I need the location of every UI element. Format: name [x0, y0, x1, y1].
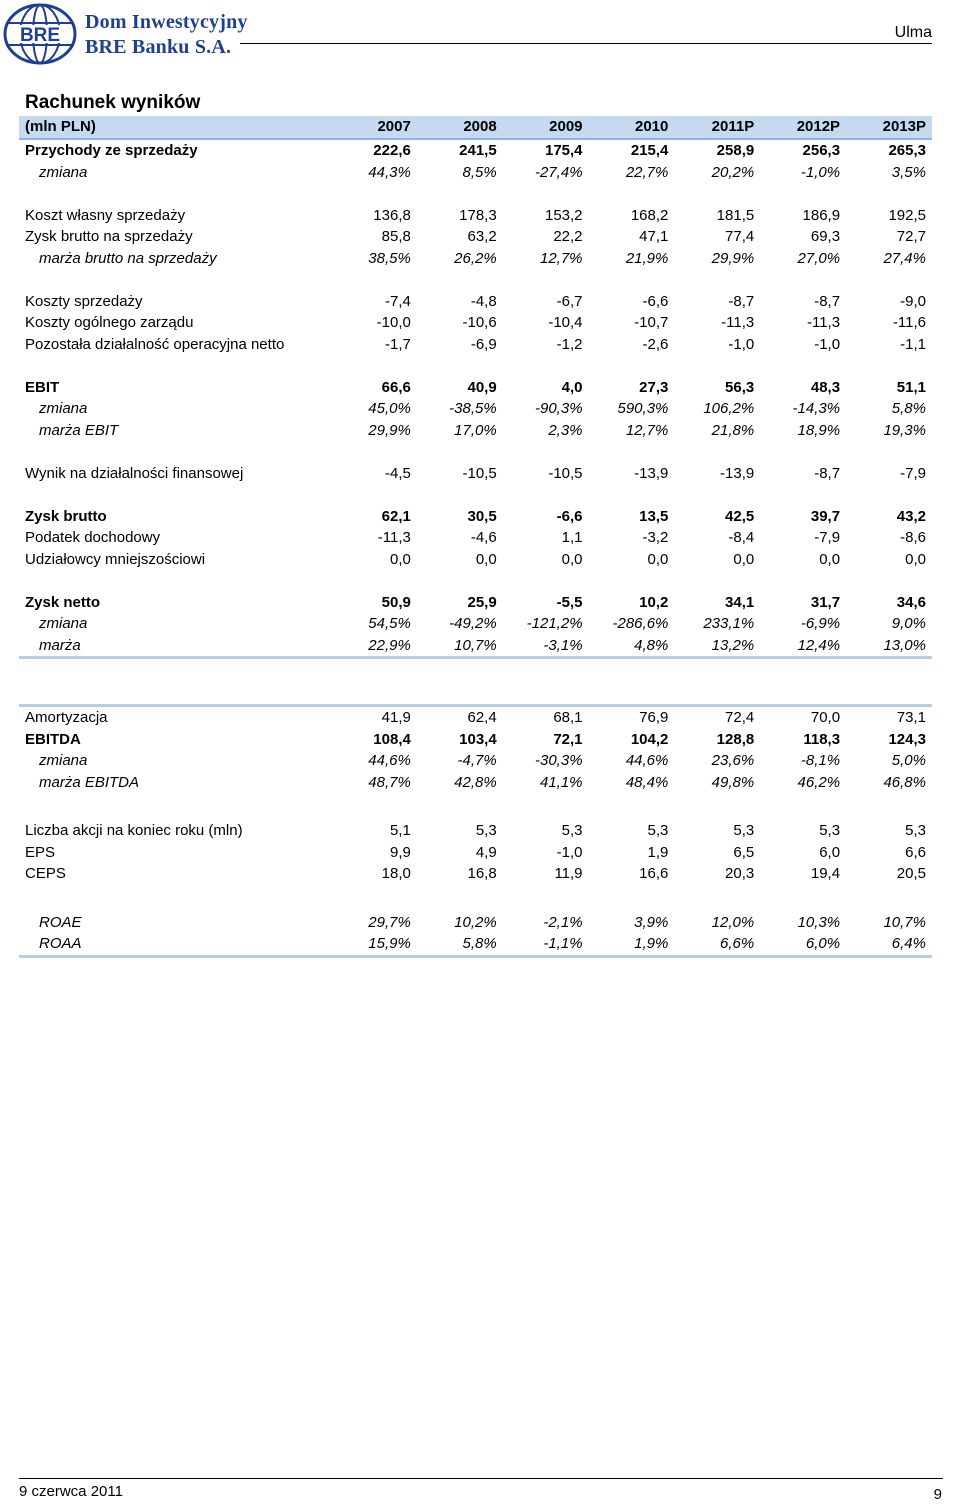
value-cell: -38,5% — [449, 400, 497, 417]
value-cell: 44,3% — [368, 163, 411, 181]
value-cell: -10,7 — [634, 314, 669, 331]
value-cell: 124,3 — [888, 730, 926, 748]
value-cell: 19,4 — [810, 865, 841, 882]
value-cell: -10,5 — [462, 464, 497, 482]
row-label: ROAE — [39, 913, 82, 931]
row-label: EPS — [25, 843, 56, 861]
year-header: 2013P — [846, 116, 932, 139]
value-cell: 9,9 — [389, 843, 411, 861]
table-row — [19, 291, 932, 313]
value-cell: 44,6% — [368, 752, 411, 769]
value-cell: 186,9 — [802, 206, 841, 224]
value-cell: 12,0% — [711, 913, 755, 931]
table-row — [19, 420, 932, 442]
row-label: marża EBITDA — [39, 773, 140, 791]
value-cell: 25,9 — [467, 593, 497, 611]
value-cell: -5,5 — [556, 593, 583, 611]
value-cell: 49,8% — [711, 773, 755, 791]
year-header: 2012P — [760, 116, 846, 139]
value-cell: 12,7% — [539, 249, 583, 267]
value-cell: 18,9% — [797, 421, 841, 439]
value-cell: -6,6 — [642, 292, 669, 310]
value-cell: 42,8% — [454, 773, 497, 791]
value-cell: 46,8% — [883, 773, 926, 791]
value-cell: -1,7 — [384, 335, 411, 353]
value-cell: 17,0% — [454, 421, 497, 439]
value-cell: -30,3% — [535, 752, 583, 769]
value-cell: 45,0% — [368, 400, 411, 417]
header-divider — [240, 43, 932, 44]
value-cell: 0,0 — [389, 550, 411, 568]
table-row — [19, 463, 932, 485]
value-cell: -6,7 — [556, 292, 583, 310]
footer-divider — [19, 1478, 943, 1479]
section-title: Rachunek wyników — [25, 92, 201, 113]
value-cell: 178,3 — [459, 206, 497, 224]
value-cell: 128,8 — [716, 730, 755, 748]
value-cell: -1,0 — [556, 843, 583, 861]
value-cell: 5,0% — [891, 752, 926, 769]
value-cell: 0,0 — [733, 550, 755, 568]
value-cell: 5,3 — [905, 822, 926, 839]
value-cell: 3,9% — [634, 913, 669, 931]
value-cell: 73,1 — [846, 706, 932, 729]
value-cell: -8,7 — [814, 292, 841, 310]
value-cell: 1,9% — [589, 933, 675, 956]
value-cell: 10,2% — [454, 913, 497, 931]
row-label: Zysk brutto na sprzedaży — [25, 228, 193, 245]
value-cell: 22,7% — [625, 163, 669, 181]
value-cell: -7,4 — [384, 292, 411, 310]
value-cell: 192,5 — [888, 206, 926, 224]
value-cell: 4,8% — [589, 635, 675, 658]
table-row — [19, 729, 932, 751]
value-cell: 10,7% — [417, 635, 503, 658]
row-label: Podatek dochodowy — [25, 529, 161, 546]
value-cell: 46,2% — [797, 773, 841, 791]
table-row — [19, 312, 932, 334]
value-cell: 106,2% — [703, 400, 755, 417]
value-cell: -3,1% — [503, 635, 589, 658]
value-cell: 590,3% — [617, 400, 669, 417]
value-cell: 15,9% — [331, 933, 417, 956]
value-cell: 34,6 — [896, 593, 926, 611]
value-cell: 48,7% — [368, 773, 411, 791]
value-cell: 108,4 — [373, 730, 411, 748]
year-header: 2007 — [331, 116, 417, 139]
value-cell: 29,7% — [368, 913, 411, 931]
table-row — [19, 772, 932, 794]
table-row — [19, 226, 932, 248]
spacer-row — [19, 355, 932, 377]
year-header: 2009 — [503, 116, 589, 139]
table-row — [19, 506, 932, 528]
value-cell: 27,0% — [797, 249, 841, 267]
year-header: 2011P — [674, 116, 760, 139]
value-cell: 16,8 — [467, 865, 497, 882]
value-cell: 10,2 — [639, 593, 669, 611]
value-cell: 77,4 — [725, 228, 755, 245]
value-cell: 4,9 — [475, 843, 497, 861]
value-cell: -1,1% — [503, 933, 589, 956]
value-cell: 62,4 — [417, 706, 503, 729]
value-cell: -8,7 — [728, 292, 755, 310]
value-cell: -7,9 — [900, 464, 926, 482]
value-cell: 10,3% — [797, 913, 841, 931]
value-cell: 51,1 — [896, 378, 926, 396]
value-cell: 0,0 — [561, 550, 583, 568]
row-label: Koszty ogólnego zarządu — [25, 314, 194, 331]
table-row — [19, 842, 932, 864]
value-cell: 136,8 — [373, 206, 411, 224]
spacer-row — [19, 183, 932, 205]
value-cell: 222,6 — [373, 142, 411, 159]
value-cell: -6,9 — [470, 335, 497, 353]
value-cell: 175,4 — [544, 142, 583, 159]
value-cell: -27,4% — [535, 163, 583, 181]
value-cell: 1,9 — [647, 843, 669, 861]
value-cell: -8,6 — [900, 529, 926, 546]
row-label: Koszt własny sprzedaży — [25, 206, 186, 224]
table-row — [19, 377, 932, 399]
value-cell: 215,4 — [630, 142, 669, 159]
row-label: Liczba akcji na koniec roku (mln) — [25, 822, 243, 839]
value-cell: -11,3 — [806, 314, 841, 331]
value-cell: 2,3% — [548, 421, 583, 439]
value-cell: -8,1% — [800, 752, 841, 769]
value-cell: -11,3 — [377, 529, 411, 546]
value-cell: 20,5 — [896, 865, 926, 882]
value-cell: 6,0 — [819, 843, 841, 861]
logo-text-line1: Dom Inwestycyjny — [85, 11, 248, 33]
value-cell: -4,5 — [384, 464, 411, 482]
value-cell: 44,6% — [625, 752, 669, 769]
value-cell: -2,6 — [642, 335, 669, 353]
value-cell: 27,4% — [883, 249, 926, 267]
value-cell: 16,6 — [639, 865, 669, 882]
value-cell: 104,2 — [630, 730, 669, 748]
table-row — [19, 820, 932, 842]
page-number: 9 — [933, 1486, 942, 1503]
value-cell: 118,3 — [803, 730, 841, 748]
row-label: ROAA — [19, 933, 331, 956]
value-cell: 34,1 — [725, 593, 755, 611]
value-cell: 103,4 — [459, 730, 497, 748]
value-cell: 258,9 — [716, 142, 755, 159]
value-cell: 72,7 — [896, 228, 926, 245]
value-cell: 13,5 — [639, 507, 669, 525]
value-cell: 5,3 — [819, 822, 841, 839]
row-label: Udziałowcy mniejszościowi — [25, 550, 206, 568]
value-cell: 47,1 — [639, 228, 669, 245]
value-cell: 31,7 — [810, 593, 841, 611]
value-cell: 5,3 — [647, 822, 669, 839]
table-header-row — [19, 116, 932, 139]
value-cell: 168,2 — [630, 206, 669, 224]
value-cell: 39,7 — [810, 507, 841, 525]
value-cell: 0,0 — [647, 550, 669, 568]
value-cell: -4,6 — [470, 529, 497, 546]
spacer-row — [19, 570, 932, 592]
value-cell: 6,5 — [733, 843, 755, 861]
value-cell: 56,3 — [725, 378, 755, 396]
broker-logo — [3, 3, 253, 65]
row-label: zmiana — [39, 400, 88, 417]
value-cell: 48,4% — [625, 773, 669, 791]
value-cell: -1,0% — [800, 163, 841, 181]
value-cell: 18,0 — [381, 865, 411, 882]
value-cell: -6,6 — [556, 507, 583, 525]
table-row — [19, 139, 932, 162]
table-row — [19, 863, 932, 885]
value-cell: -6,9% — [800, 615, 841, 632]
value-cell: 72,1 — [553, 730, 583, 748]
company-name: Ulma — [894, 24, 932, 41]
value-cell: 241,5 — [459, 142, 497, 159]
table-row — [19, 912, 932, 934]
value-cell: -3,2 — [642, 529, 669, 546]
value-cell: -13,9 — [634, 464, 669, 482]
value-cell: 29,9% — [368, 421, 411, 439]
row-label: EBIT — [25, 378, 60, 396]
value-cell: 76,9 — [589, 706, 675, 729]
ratios-table — [19, 704, 932, 958]
value-cell: 5,8% — [891, 400, 926, 417]
value-cell: 41,1% — [539, 773, 583, 791]
value-cell: -2,1% — [543, 913, 583, 931]
value-cell: 42,5 — [725, 507, 755, 525]
value-cell: 68,1 — [503, 706, 589, 729]
value-cell: -90,3% — [535, 400, 583, 417]
row-label: Zysk brutto — [25, 507, 107, 525]
row-label: marża brutto na sprzedaży — [39, 249, 217, 267]
row-label: zmiana — [39, 163, 88, 181]
value-cell: -9,0 — [900, 292, 926, 310]
value-cell: -4,7% — [457, 752, 497, 769]
row-label: Koszty sprzedaży — [25, 292, 143, 310]
value-cell: -13,9 — [720, 464, 755, 482]
value-cell: 26,2% — [454, 249, 497, 267]
value-cell: 29,9% — [711, 249, 755, 267]
row-label: CEPS — [25, 865, 66, 882]
spacer-row — [19, 441, 932, 463]
table-row — [19, 162, 932, 184]
spacer-row — [19, 484, 932, 506]
spacer-row — [19, 885, 932, 912]
value-cell: -14,3% — [792, 400, 841, 417]
value-cell: 13,0% — [846, 635, 932, 658]
value-cell: -1,0 — [814, 335, 841, 353]
value-cell: 4,0 — [561, 378, 583, 396]
logo-text-line2: BRE Banku S.A. — [85, 36, 232, 58]
value-cell: 21,8% — [711, 421, 755, 439]
row-label: Amortyzacja — [19, 706, 331, 729]
value-cell: -11,6 — [892, 314, 926, 331]
value-cell: 27,3 — [639, 378, 669, 396]
value-cell: 20,3 — [725, 865, 755, 882]
value-cell: 6,0% — [760, 933, 846, 956]
value-cell: -1,0 — [728, 335, 755, 353]
value-cell: 5,3 — [475, 822, 497, 839]
value-cell: 6,6 — [905, 843, 926, 861]
value-cell: 11,9 — [554, 865, 583, 882]
value-cell: 63,2 — [467, 228, 497, 245]
value-cell: -286,6% — [612, 615, 669, 632]
value-cell: 23,6% — [711, 752, 755, 769]
row-label: zmiana — [39, 615, 88, 632]
value-cell: -10,6 — [462, 314, 497, 331]
value-cell: 62,1 — [381, 507, 411, 525]
value-cell: -8,7 — [814, 464, 841, 482]
year-header: 2008 — [417, 116, 503, 139]
value-cell: -10,5 — [548, 464, 583, 482]
value-cell: 1,1 — [561, 529, 583, 546]
report-date: 9 czerwca 2011 — [19, 1483, 123, 1500]
spacer-row — [19, 793, 932, 820]
value-cell: -1,1 — [900, 335, 926, 353]
table-row — [19, 933, 932, 956]
row-label: zmiana — [39, 752, 88, 769]
table-row — [19, 706, 932, 729]
value-cell: 19,3% — [883, 421, 926, 439]
value-cell: 50,9 — [381, 593, 411, 611]
value-cell: 85,8 — [381, 228, 411, 245]
value-cell: -10,0 — [376, 314, 411, 331]
value-cell: 30,5 — [467, 507, 497, 525]
table-row — [19, 527, 932, 549]
value-cell: -121,2% — [526, 615, 583, 632]
value-cell: 6,6% — [674, 933, 760, 956]
value-cell: -4,8 — [470, 292, 497, 310]
row-label: marża EBIT — [39, 421, 119, 439]
value-cell: 0,0 — [475, 550, 497, 568]
row-label: EBITDA — [25, 730, 81, 748]
table-row — [19, 248, 932, 270]
table-row — [19, 205, 932, 227]
value-cell: 6,4% — [846, 933, 932, 956]
value-cell: 12,4% — [760, 635, 846, 658]
value-cell: 265,3 — [888, 142, 926, 159]
value-cell: 20,2% — [711, 163, 755, 181]
value-cell: 5,1 — [389, 822, 411, 839]
value-cell: 153,2 — [544, 206, 583, 224]
value-cell: 69,3 — [810, 228, 841, 245]
value-cell: -10,4 — [548, 314, 583, 331]
table-row — [19, 549, 932, 571]
bre-globe-icon — [3, 3, 77, 65]
value-cell: -8,4 — [728, 529, 755, 546]
value-cell: -49,2% — [449, 615, 497, 632]
value-cell: 21,9% — [625, 249, 669, 267]
table-row — [19, 592, 932, 614]
row-label: Pozostała działalność operacyjna netto — [25, 335, 285, 353]
value-cell: 3,5% — [891, 163, 926, 181]
row-label: Przychody ze sprzedaży — [25, 142, 198, 159]
value-cell: 72,4 — [674, 706, 760, 729]
row-label: Zysk netto — [25, 593, 101, 611]
value-cell: -1,2 — [556, 335, 583, 353]
value-cell: 0,0 — [905, 550, 926, 568]
svg-text:BRE: BRE — [19, 25, 61, 46]
value-cell: 70,0 — [760, 706, 846, 729]
value-cell: -11,3 — [721, 314, 755, 331]
row-label: Wynik na działalności finansowej — [25, 464, 244, 482]
value-cell: 8,5% — [462, 163, 497, 181]
value-cell: 48,3 — [810, 378, 841, 396]
value-cell: 22,2 — [553, 228, 583, 245]
value-cell: 5,3 — [733, 822, 755, 839]
row-label: marża — [19, 635, 331, 658]
value-cell: 233,1% — [703, 615, 755, 632]
income-statement-table — [19, 116, 932, 659]
value-cell: 66,6 — [381, 378, 411, 396]
value-cell: -7,9 — [814, 529, 841, 546]
value-cell: 43,2 — [896, 507, 926, 525]
value-cell: 181,5 — [716, 206, 755, 224]
value-cell: 38,5% — [368, 249, 411, 267]
value-cell: 10,7% — [883, 913, 926, 931]
value-cell: 41,9 — [331, 706, 417, 729]
unit-label: (mln PLN) — [19, 116, 331, 139]
value-cell: 22,9% — [331, 635, 417, 658]
value-cell: 5,3 — [561, 822, 583, 839]
spacer-row — [19, 269, 932, 291]
value-cell: 12,7% — [625, 421, 669, 439]
value-cell: 54,5% — [368, 615, 411, 632]
table-row — [19, 635, 932, 658]
table-row — [19, 398, 932, 420]
value-cell: 0,0 — [819, 550, 841, 568]
value-cell: 9,0% — [891, 615, 926, 632]
value-cell: 40,9 — [467, 378, 497, 396]
year-header: 2010 — [589, 116, 675, 139]
value-cell: 256,3 — [802, 142, 841, 159]
table-row — [19, 613, 932, 635]
table-row — [19, 334, 932, 356]
value-cell: 5,8% — [417, 933, 503, 956]
value-cell: 13,2% — [674, 635, 760, 658]
table-row — [19, 750, 932, 772]
